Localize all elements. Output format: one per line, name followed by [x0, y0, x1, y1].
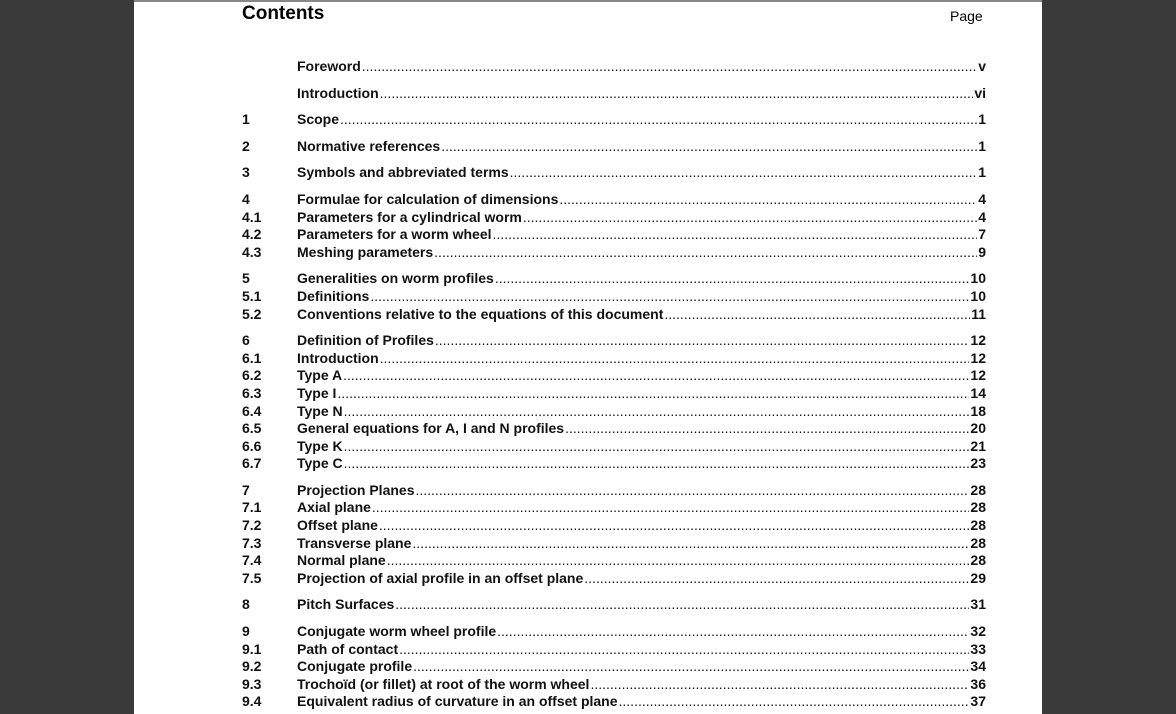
toc-dot-leader — [362, 58, 977, 74]
toc-entry-number: 6.2 — [242, 367, 262, 384]
toc-entry-title[interactable]: Parameters for a worm wheel — [297, 226, 492, 243]
toc-entry-page[interactable]: 34 — [970, 658, 986, 675]
toc-dot-leader — [584, 570, 969, 586]
toc-dot-leader — [590, 676, 969, 692]
toc-entry-page[interactable]: v — [978, 58, 986, 74]
toc-entry-title[interactable]: Trochoïd (or fillet) at root of the worm wheel — [297, 675, 590, 692]
toc-entry-page[interactable]: 37 — [970, 693, 986, 710]
toc-entry-title[interactable]: Definitions — [297, 287, 370, 304]
toc-entry-page[interactable]: 1 — [978, 111, 986, 128]
toc-dot-leader — [565, 420, 969, 436]
toc-entry-page[interactable]: 28 — [970, 552, 986, 569]
toc-dot-leader — [395, 596, 969, 612]
toc-entry[interactable] — [242, 438, 986, 456]
toc-entry-title[interactable]: Type I — [297, 384, 337, 401]
contents-heading: Contents — [242, 3, 325, 24]
toc-entry-page[interactable]: 4 — [978, 190, 986, 207]
toc-entry-number: 4 — [242, 190, 250, 207]
toc-entry-title[interactable]: Type N — [297, 402, 343, 419]
toc-dot-leader — [372, 499, 970, 515]
toc-entry-title[interactable]: Path of contact — [297, 640, 399, 657]
toc-dot-leader — [415, 482, 969, 498]
toc-dot-leader — [387, 552, 970, 568]
toc-entry-number: 7.5 — [242, 569, 262, 586]
toc-entry-title[interactable]: Introduction — [297, 84, 379, 101]
toc-entry-page[interactable]: 32 — [970, 623, 986, 640]
toc-entry-page[interactable]: vi — [974, 84, 986, 101]
toc-entry-number: 5.2 — [242, 305, 262, 322]
toc-entry[interactable] — [242, 85, 986, 103]
toc-entry-page[interactable]: 33 — [970, 640, 986, 657]
toc-entry[interactable] — [242, 385, 986, 403]
toc-entry[interactable] — [242, 226, 986, 244]
toc-entry-number: 7.1 — [242, 499, 262, 516]
toc-dot-leader — [380, 85, 974, 101]
toc-entry-title[interactable]: Foreword — [297, 58, 361, 74]
toc-entry-page[interactable]: 28 — [970, 517, 986, 534]
toc-entry-number: 1 — [242, 111, 250, 128]
toc-entry-number: 6.1 — [242, 349, 262, 366]
toc-entry-number: 9.3 — [242, 675, 262, 692]
toc-entry-number: 9.4 — [242, 693, 262, 710]
toc-entry-page[interactable]: 12 — [970, 332, 986, 349]
toc-dot-leader — [497, 623, 969, 639]
toc-dot-leader — [559, 191, 977, 207]
toc-entry[interactable] — [242, 641, 986, 659]
toc-entry-title[interactable]: Equivalent radius of curvature in an offset plane — [297, 693, 618, 710]
toc-dot-leader — [379, 517, 970, 533]
toc-entry-page[interactable]: 36 — [970, 675, 986, 692]
toc-entry-page[interactable]: 10 — [970, 287, 986, 304]
toc-dot-leader — [510, 164, 978, 180]
toc-entry[interactable] — [242, 288, 986, 306]
toc-entry-page[interactable]: 28 — [970, 534, 986, 551]
toc-entry[interactable] — [242, 482, 986, 500]
page-edge — [134, 0, 1042, 2]
toc-entry[interactable] — [242, 676, 986, 694]
toc-entry-number: 9.2 — [242, 658, 262, 675]
toc-entry[interactable] — [242, 596, 986, 614]
toc-dot-leader — [413, 658, 969, 674]
toc-entry-number: 4.1 — [242, 208, 262, 225]
toc-entry-number: 7.2 — [242, 517, 262, 534]
toc-entry-title[interactable]: Type K — [297, 437, 343, 454]
toc-entry[interactable] — [242, 658, 986, 676]
toc-entry[interactable] — [242, 164, 986, 182]
toc-entry-page[interactable]: 12 — [970, 349, 986, 366]
toc-dot-leader — [399, 641, 969, 657]
toc-entry-page[interactable]: 14 — [970, 384, 986, 401]
toc-entry[interactable] — [242, 455, 986, 473]
toc-entry[interactable] — [242, 552, 986, 570]
toc-entry-number: 7.4 — [242, 552, 262, 569]
toc-entry-page[interactable]: 10 — [970, 270, 986, 287]
toc-entry-title[interactable]: Normal plane — [297, 552, 386, 569]
toc-dot-leader — [434, 244, 977, 260]
toc-dot-leader — [344, 455, 970, 471]
toc-entry[interactable] — [242, 191, 986, 209]
toc-dot-leader — [343, 367, 969, 383]
toc-entry-title[interactable]: Scope — [297, 111, 340, 128]
toc-entry-number: 4.3 — [242, 243, 262, 260]
toc-entry-title[interactable]: Type A — [297, 367, 343, 384]
toc-entry-title[interactable]: Axial plane — [297, 499, 371, 516]
toc-entry-number: 7 — [242, 481, 250, 498]
toc-dot-leader — [340, 111, 977, 127]
toc-entry-title[interactable]: Type C — [297, 455, 343, 472]
toc-entry-number: 6.5 — [242, 420, 262, 437]
toc-entry-number: 6.7 — [242, 455, 262, 472]
toc-entry-title[interactable]: Transverse plane — [297, 534, 412, 551]
toc-entry[interactable] — [242, 244, 986, 262]
toc-entry-number: 2 — [242, 137, 250, 154]
toc-entry-title[interactable]: Projection of axial profile in an offset plane — [297, 569, 584, 586]
toc-dot-leader — [441, 138, 977, 154]
toc-entry-page[interactable]: 7 — [978, 226, 986, 243]
toc-entry-title[interactable]: Offset plane — [297, 517, 378, 534]
toc-entry-page[interactable]: 1 — [978, 137, 986, 154]
toc-entry[interactable] — [242, 270, 986, 288]
toc-dot-leader — [380, 350, 970, 366]
toc-entry-page[interactable]: 1 — [978, 164, 986, 181]
toc-entry[interactable] — [242, 350, 986, 368]
toc-entry-page[interactable]: 4 — [978, 208, 986, 225]
toc-entry-number: 3 — [242, 164, 250, 181]
toc-entry-page[interactable]: 20 — [970, 420, 986, 437]
toc-entry-number: 6.6 — [242, 437, 262, 454]
toc-entry-number: 6.3 — [242, 384, 262, 401]
toc-entry-page[interactable]: 18 — [970, 402, 986, 419]
toc-dot-leader — [412, 535, 969, 551]
toc-entry-title[interactable]: Normative references — [297, 137, 441, 154]
toc-dot-leader — [337, 385, 969, 401]
toc-entry[interactable] — [242, 306, 986, 324]
toc-entry-page[interactable]: 28 — [970, 499, 986, 516]
toc-entry-title[interactable]: Meshing parameters — [297, 243, 434, 260]
toc-entry[interactable] — [242, 403, 986, 421]
toc-dot-leader — [495, 270, 970, 286]
toc-dot-leader — [523, 209, 977, 225]
toc-entry[interactable] — [242, 58, 986, 76]
toc-entry-number: 5.1 — [242, 287, 262, 304]
toc-entry-page[interactable]: 29 — [970, 569, 986, 586]
page-column-label: Page — [950, 8, 983, 24]
toc-entry-page[interactable]: 12 — [970, 367, 986, 384]
toc-entry[interactable] — [242, 209, 986, 227]
toc-entry-number: 6 — [242, 332, 250, 349]
toc-dot-leader — [664, 306, 970, 322]
toc-entry-number: 9 — [242, 623, 250, 640]
toc-entry-title[interactable]: Pitch Surfaces — [297, 596, 395, 613]
toc-dot-leader — [344, 438, 970, 454]
toc-entry-title[interactable]: Generalities on worm profiles — [297, 270, 494, 287]
toc-dot-leader — [435, 332, 970, 348]
toc-entry-page[interactable]: 31 — [970, 596, 986, 613]
toc-entry[interactable] — [242, 693, 986, 711]
toc-entry-number: 6.4 — [242, 402, 262, 419]
toc-entry-page[interactable]: 9 — [978, 243, 986, 260]
toc-entry-title[interactable]: Projection Planes — [297, 481, 415, 498]
toc-entry-title[interactable]: Parameters for a cylindrical worm — [297, 208, 522, 225]
toc-entry[interactable] — [242, 420, 986, 438]
toc-entry-number: 7.3 — [242, 534, 262, 551]
toc-entry-number: 8 — [242, 596, 250, 613]
toc-entry[interactable] — [242, 367, 986, 385]
toc-entry-title[interactable]: Formulae for calculation of dimensions — [297, 190, 559, 207]
toc-entry-title[interactable]: Conjugate profile — [297, 658, 413, 675]
toc-entry[interactable] — [242, 499, 986, 517]
toc-entry[interactable] — [242, 138, 986, 156]
toc-entry-title[interactable]: Conjugate worm wheel profile — [297, 623, 497, 640]
toc-entry[interactable] — [242, 517, 986, 535]
table-of-contents — [242, 58, 986, 711]
toc-entry[interactable] — [242, 535, 986, 553]
toc-entry[interactable] — [242, 570, 986, 588]
toc-entry-page[interactable]: 23 — [970, 455, 986, 472]
toc-dot-leader — [493, 226, 978, 242]
toc-entry-page[interactable]: 11 — [971, 305, 986, 322]
toc-entry-title[interactable]: General equations for A, I and N profiles — [297, 420, 565, 437]
toc-dot-leader — [370, 288, 969, 304]
toc-entry-page[interactable]: 21 — [970, 437, 986, 454]
toc-entry-title[interactable]: Symbols and abbreviated terms — [297, 164, 509, 181]
toc-entry-number: 9.1 — [242, 640, 262, 657]
toc-entry[interactable] — [242, 623, 986, 641]
document-page — [134, 0, 1042, 714]
toc-entry-number: 5 — [242, 270, 250, 287]
toc-entry-title[interactable]: Definition of Profiles — [297, 332, 434, 349]
toc-entry-page[interactable]: 28 — [970, 481, 986, 498]
toc-entry-number: 4.2 — [242, 226, 262, 243]
toc-entry-title[interactable]: Conventions relative to the equations of this document — [297, 305, 664, 322]
toc-dot-leader — [344, 403, 970, 419]
toc-entry[interactable] — [242, 111, 986, 129]
toc-entry[interactable] — [242, 332, 986, 350]
toc-dot-leader — [619, 693, 970, 709]
toc-entry-title[interactable]: Introduction — [297, 349, 379, 366]
